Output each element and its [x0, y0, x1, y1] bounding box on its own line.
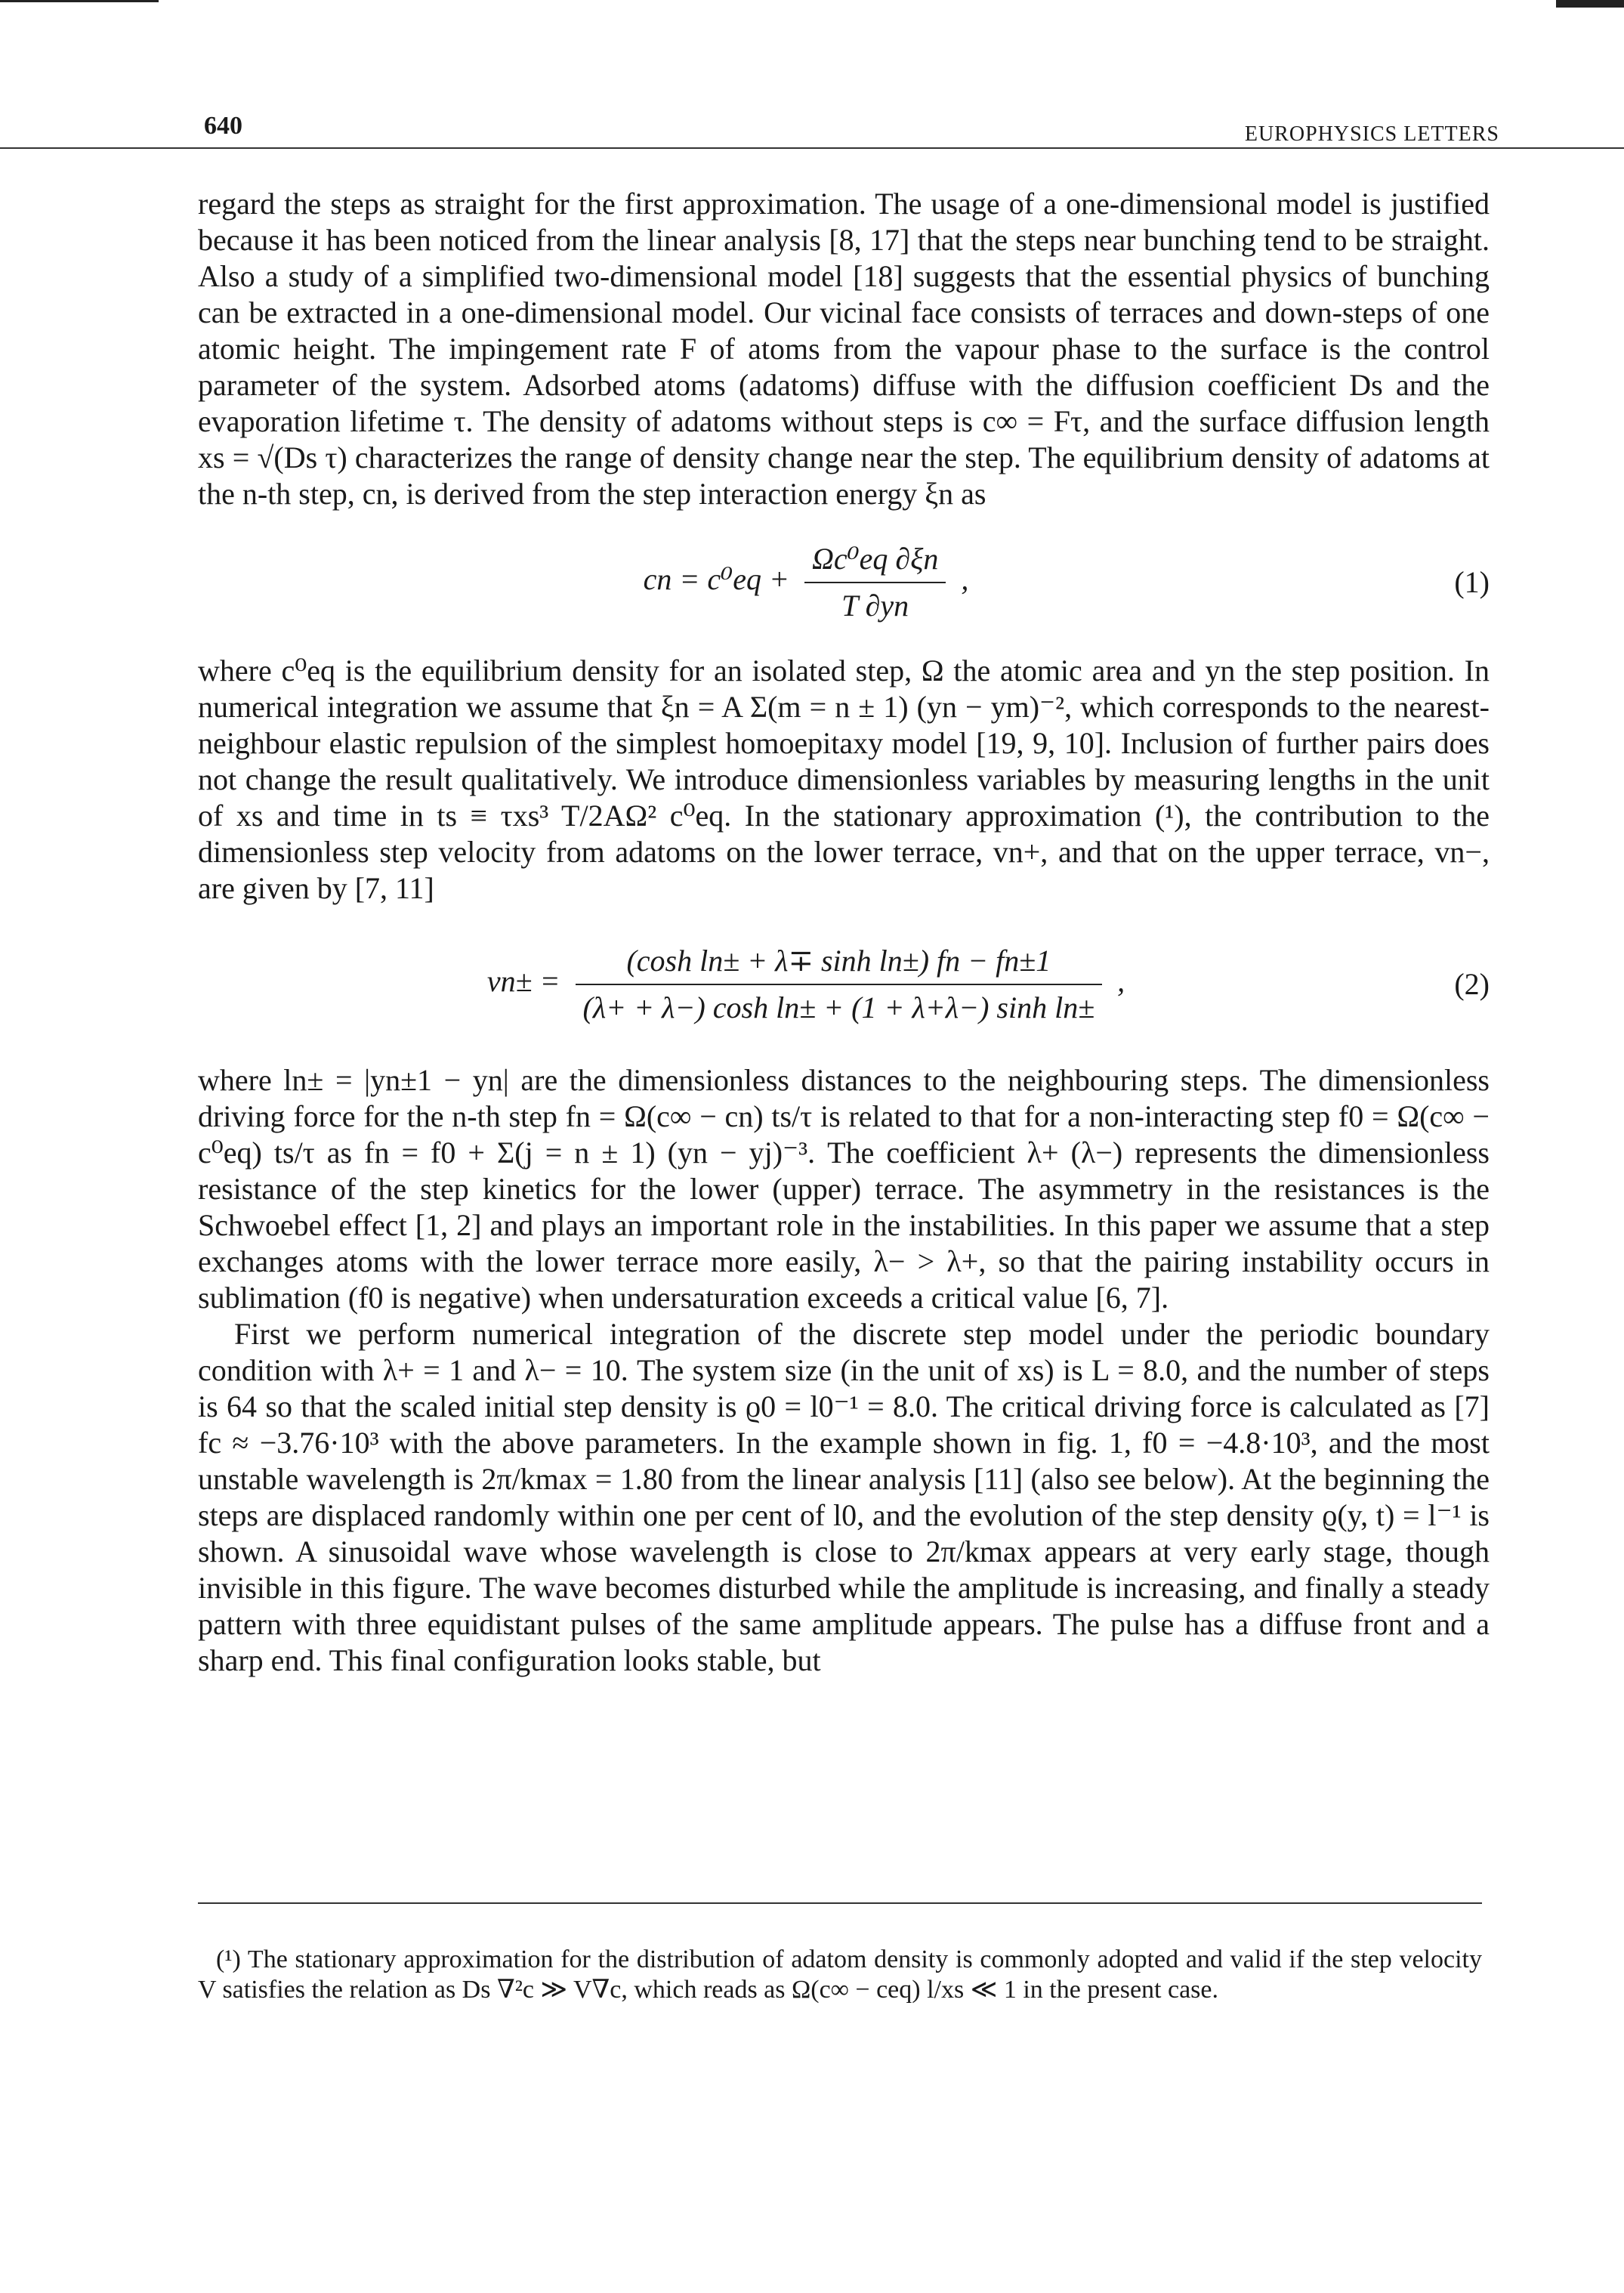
equation-2-fraction: [576, 943, 1103, 1026]
equation-1-denominator: T ∂yn: [841, 589, 909, 623]
equation-1: [198, 518, 1490, 647]
equation-2-denominator: (λ+ + λ−) cosh ln± + (1 + λ+λ−) sinh ln±: [582, 990, 1095, 1024]
equation-1-number: (1): [1454, 565, 1490, 599]
paragraph-model-setup: regard the steps as straight for the first approximation. The usage of a one-dimensional model is justified because it has been noticed from the linear analysis [8, 17] that the steps near bunching tend to be straight. Also a study of a simplified two-dimensional model [18] suggests that the essential physics of bunching can be extracted in a one-dimensional model. Our vicinal face consists of terraces and down-steps of one atomic height. The impingement rate F of atoms from the vapour phase to the surface is the control parameter of the system. Adsorbed atoms (adatoms) diffuse with the diffusion coefficient Ds and the evaporation lifetime τ. The density of adatoms without steps is c∞ = Fτ, and the surface diffusion length xs = √(Ds τ) characterizes the range of density change near the step. The equilibrium density of adatoms at the n-th step, cn, is derived from the step interaction energy ξn as: [198, 187, 1490, 511]
footnote: (¹) The stationary approximation for the distribution of adatom density is commonly adopted and valid if the step velocity V satisfies the relation as Ds ∇²c ≫ V∇c, which reads as Ω(c∞ − ceq) l/xs ≪ 1 in the present case.: [198, 1945, 1482, 2004]
page-number: 640: [204, 112, 242, 140]
equation-2-content: [198, 943, 1414, 1026]
equation-2-lhs: vn± =: [486, 964, 560, 999]
equation-1-tail: ,: [961, 562, 969, 597]
paragraph-driving-force: where ln± = |yn±1 − yn| are the dimensionless distances to the neighbouring steps. The dimensionless driving force for the n-th step fn = Ω(c∞ − cn) ts/τ is related to that for a non-interacting step f0 = Ω(c∞ − c⁰eq) ts/τ as fn = f0 + Σ(j = n ± 1) (yn − yj)⁻³. The coefficient λ+ (λ−) represents the dimensionless resistance of the step kinetics for the lower (upper) terrace. The asymmetry in the resistances is the Schwoebel effect [1, 2] and plays an important role in the instabilities. In this paper we assume that a step exchanges atoms with the lower terrace more easily, λ− > λ+, so that the pairing instability occurs in sublimation (f0 is negative) when undersaturation exceeds a critical value [6, 7].: [198, 1063, 1490, 1315]
paragraph-dimensionless: where c⁰eq is the equilibrium density for an isolated step, Ω the atomic area and yn the step position. In numerical integration we assume that ξn = A Σ(m = n ± 1) (yn − ym)⁻², which corresponds to the nearest-neighbour elastic repulsion of the simplest homoepitaxy model [19, 9, 10]. Inclusion of further pairs does not change the result qualitatively. We introduce dimensionless variables by measuring lengths in the unit of xs and time in ts ≡ τxs³ T/2AΩ² c⁰eq. In the stationary approximation (¹), the contribution to the dimensionless step velocity from adatoms on the lower terrace, vn+, and that on the upper terrace, vn−, are given by [7, 11]: [198, 654, 1490, 905]
header-rule: [0, 147, 1624, 149]
footnote-rule: [198, 1902, 1482, 1904]
equation-1-numerator: Ωc⁰eq ∂ξn: [804, 541, 946, 583]
body-text: [198, 186, 1490, 1679]
equation-2: [198, 913, 1490, 1056]
scan-edge-line-left: [0, 0, 159, 2]
equation-1-fraction: [804, 541, 946, 624]
journal-name: EUROPHYSICS LETTERS: [1244, 122, 1499, 146]
equation-1-content: [198, 541, 1414, 624]
equation-1-lhs: cn = c⁰eq +: [643, 562, 789, 597]
equation-2-numerator: (cosh ln± + λ∓ sinh ln±) fn − fn±1: [576, 943, 1103, 985]
scan-edge-line-right: [1556, 0, 1624, 8]
equation-2-number: (2): [1454, 967, 1490, 1001]
paragraph-numerical-integration: First we perform numerical integration of the discrete step model under the periodic boundary condition with λ+ = 1 and λ− = 10. The system size (in the unit of xs) is L = 8.0, and the number of steps is 64 so that the scaled initial step density is ϱ0 = l0⁻¹ = 8.0. The critical driving force is calculated as [7] fc ≈ −3.76·10³ with the above parameters. In the example shown in fig. 1, f0 = −4.8·10³, and the most unstable wavelength is 2π/kmax = 1.80 from the linear analysis [11] (also see below). At the beginning the steps are displaced randomly within one per cent of l0, and the evolution of the step density ϱ(y, t) = l⁻¹ is shown. A sinusoidal wave whose wavelength is close to 2π/kmax appears at very early stage, though invisible in this figure. The wave becomes disturbed while the amplitude is increasing, and finally a steady pattern with three equidistant pulses of the same amplitude appears. The pulse has a diffuse front and a sharp end. This final configuration looks stable, but: [198, 1317, 1490, 1677]
equation-2-tail: ,: [1117, 964, 1125, 999]
page-header: [0, 106, 1624, 151]
